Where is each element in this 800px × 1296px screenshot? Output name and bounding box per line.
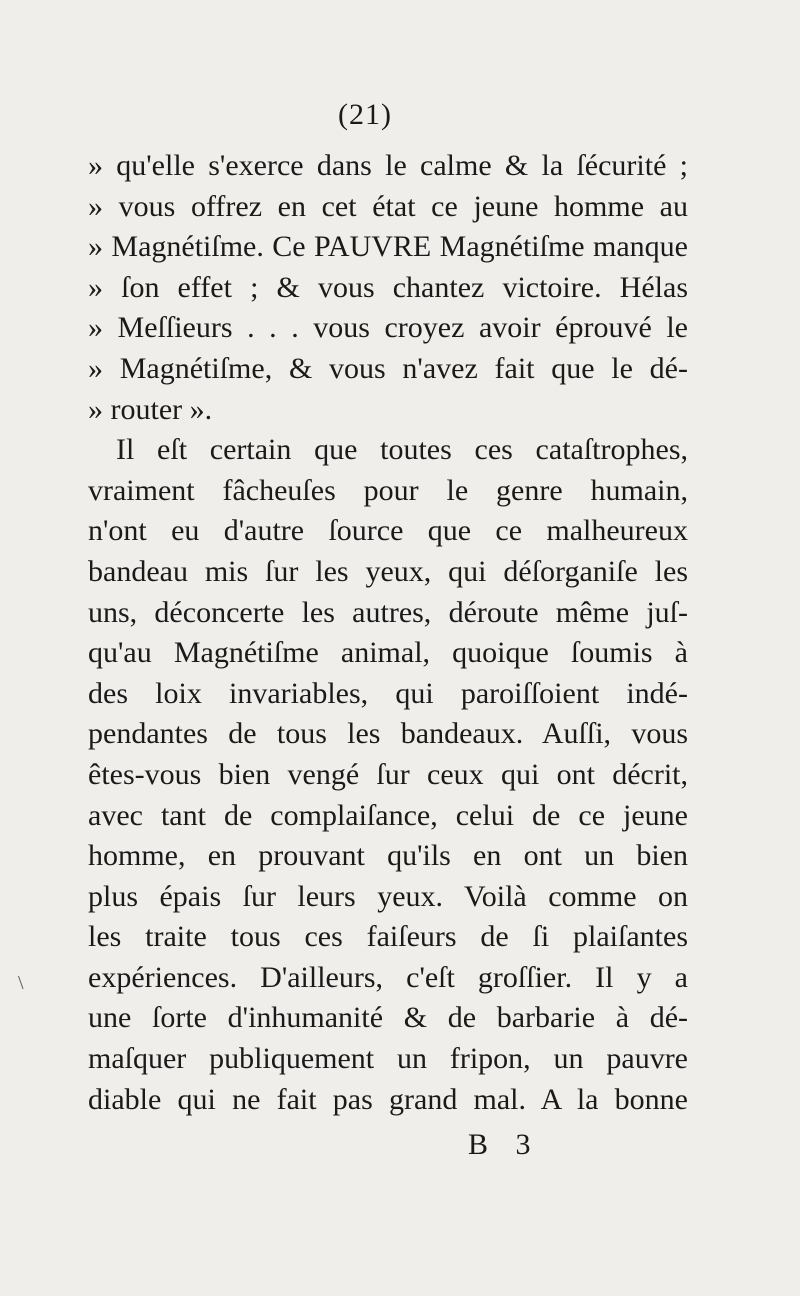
text-line: maſquer publiquement un fripon, un pauvre: [88, 1042, 688, 1076]
text-line: » ſon effet ; & vous chantez victoire. Hélas: [88, 270, 688, 304]
text-line: bandeau mis ſur les yeux, qui déſorganiſe les: [88, 554, 688, 588]
text-line: uns, déconcerte les autres, déroute même juſ-: [88, 595, 688, 629]
text-line: expériences. D'ailleurs, c'eſt groſſier. Il y a: [88, 960, 688, 994]
text-line: Il eſt certain que toutes ces cataſtrophes,: [116, 433, 688, 467]
text-line: » router ».: [88, 392, 213, 426]
margin-mark: \: [18, 972, 24, 994]
signature-mark: B 3: [468, 1128, 541, 1161]
body-text: [88, 146, 688, 1120]
text-line: des loix invariables, qui paroiſſoient indé-: [88, 676, 688, 710]
text-line: une ſorte d'inhumanité & de barbarie à dé-: [88, 1001, 688, 1035]
text-line: les traite tous ces faiſeurs de ſi plaiſantes: [88, 920, 688, 954]
text-line: » vous offrez en cet état ce jeune homme au: [88, 189, 688, 223]
text-line: qu'au Magnétiſme animal, quoique ſoumis à: [88, 636, 688, 670]
text-line: homme, en prouvant qu'ils en ont un bien: [88, 839, 688, 873]
text-line: » qu'elle s'exerce dans le calme & la ſécurité ;: [88, 149, 688, 182]
text-line: avec tant de complaiſance, celui de ce jeune: [88, 798, 688, 832]
text-line: diable qui ne fait pas grand mal. A la bonne: [88, 1082, 688, 1116]
text-line: pendantes de tous les bandeaux. Auſſi, vous: [88, 717, 688, 751]
text-line: vraiment fâcheuſes pour le genre humain,: [88, 473, 688, 507]
page-number: (21): [338, 98, 392, 131]
text-line: » Meſſieurs . . . vous croyez avoir éprouvé le: [88, 311, 688, 345]
text-line: » Magnétiſme. Ce PAUVRE Magnétiſme manque: [88, 230, 688, 264]
text-line: plus épais ſur leurs yeux. Voilà comme on: [88, 879, 688, 913]
text-line: n'ont eu d'autre ſource que ce malheureux: [88, 514, 688, 548]
text-line: » Magnétiſme, & vous n'avez fait que le dé-: [88, 351, 688, 385]
text-line: êtes-vous bien vengé ſur ceux qui ont décrit,: [88, 757, 688, 791]
